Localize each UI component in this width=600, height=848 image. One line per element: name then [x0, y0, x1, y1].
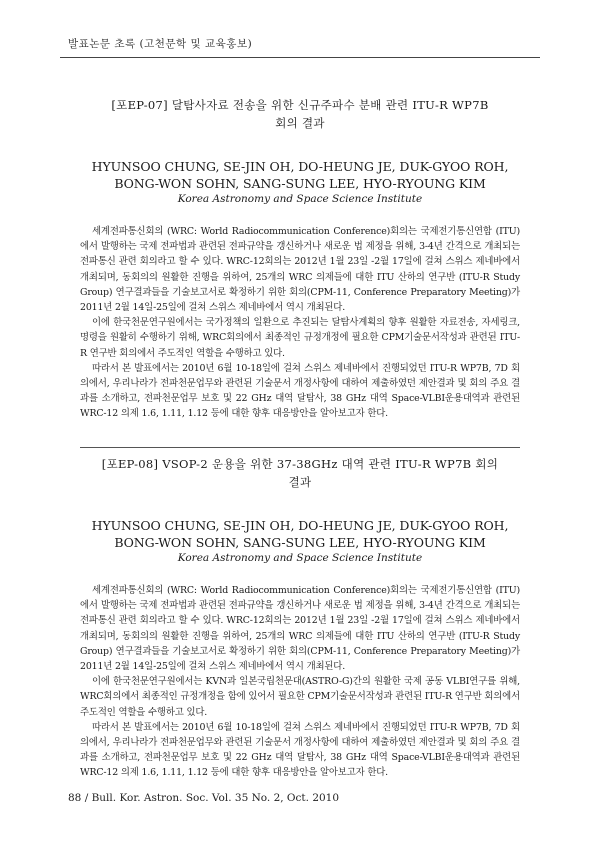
abstract-affiliation: Korea Astronomy and Space Science Institute — [177, 552, 423, 564]
abstract-title-line2: 결과 — [288, 475, 312, 489]
abstract-title — [80, 96, 520, 132]
abstract-authors — [80, 158, 520, 192]
page-footer: 88 / Bull. Kor. Astron. Soc. Vol. 35 No. 2, Oct. 2010 — [68, 792, 340, 804]
authors-line2: BONG-WON SOHN, SANG-SUNG LEE, HYO-RYOUNG KIM — [114, 535, 486, 550]
abstract-separator — [80, 447, 520, 448]
abstract-ep08 — [80, 455, 520, 781]
abstract-paragraph: 세계전파통신회의 (WRC: World Radiocommunication Conference)회의는 국제전기통신연합 (ITU)에서 발행하는 국제 전파법과 관련된 전파규약을 갱신하거나 새로운 법 제정을 위해, 3-4년 간격으로 개최되는 전파통신 관련 회의라고 할 수 있다. WRC-12회의는 2012년 1월 23일 -2월 17일에 걸쳐 스위스 제네바에서 개최되며, 동회의의 원활한 진행을 위하여, 25개의 WRC 의제들에 대한 ITU 산하의 연구반 (ITU-R Study Group) 연구결과들을 기술보고서로 확정하기 위한 회의(CPM-11, Conference Preparatory Meeting)가 2011년 2월 14일-25일에 걸쳐 스위스 제네바에서 역시 개최된다. — [80, 585, 520, 673]
abstract-body — [80, 583, 520, 781]
authors-line1: HYUNSOO CHUNG, SE-JIN OH, DO-HEUNG JE, DUK-GYOO ROH, — [91, 518, 509, 533]
authors-line2: BONG-WON SOHN, SANG-SUNG LEE, HYO-RYOUNG KIM — [114, 176, 486, 191]
abstract-paragraph: 따라서 본 발표에서는 2010년 6월 10-18일에 걸쳐 스위스 제네바에서 진행되었던 ITU-R WP7B, 7D 회의에서, 우리나라가 전파천문업무와 관련된 기술문서 개정사항에 대하여 제출하였던 제안결과 및 회의 주요 결과를 소개하고, 전파천문업무 보호 및 22 GHz 대역 달탐사, 38 GHz 대역 Space-VLBI운용대역과 관련된 WRC-12 의제 1.6, 1.11, 1.12 등에 대한 향후 대응방안을 알아보고자 한다. — [80, 721, 520, 779]
running-header: 발표논문 초록 (고천문학 및 교육홍보) — [68, 38, 253, 50]
abstract-paragraph: 따라서 본 발표에서는 2010년 6월 10-18일에 걸쳐 스위스 제네바에서 진행되었던 ITU-R WP7B, 7D 회의에서, 우리나라가 전파천문업무와 관련된 기술문서 개정사항에 대하여 제출하였던 제안결과 및 회의 주요 결과를 소개하고, 전파천문업무 보호 및 22 GHz 대역 달탐사, 38 GHz 대역 Space-VLBI운용대역과 관련된 WRC-12 의제 1.6, 1.11, 1.12 등에 대한 향후 대응방안을 알아보고자 한다. — [80, 362, 520, 420]
abstract-affiliation: Korea Astronomy and Space Science Institute — [177, 193, 423, 205]
abstract-title-line2: 회의 결과 — [275, 116, 325, 130]
abstract-paragraph: 이에 한국천문연구원에서는 국가정책의 일환으로 추진되는 달탐사계획의 향후 원활한 자료전송, 자세링크, 명령을 원활히 수행하기 위해, WRC회의에서 최종적인 규정개정에 필요한 CPM기술문서작성과 관련된 ITU-R 연구반 회의에서 주도적인 역할을 수행하고 있다. — [80, 317, 520, 359]
abstract-paragraph: 세계전파통신회의 (WRC: World Radiocommunication Conference)회의는 국제전기통신연합 (ITU)에서 발행하는 국제 전파법과 관련된 전파규약을 갱신하거나 새로운 법 제정을 위해, 3-4년 간격으로 개최되는 전파통신 관련 회의라고 할 수 있다. WRC-12회의는 2012년 1월 23일 -2월 17일에 걸쳐 스위스 제네바에서 개최되며, 동회의의 원활한 진행을 위하여, 25개의 WRC 의제들에 대한 ITU 산하의 연구반 (ITU-R Study Group) 연구결과들을 기술보고서로 확정하기 위한 회의(CPM-11, Conference Preparatory Meeting)가 2011년 2월 14일-25일에 걸쳐 스위스 제네바에서 역시 개최된다. — [80, 226, 520, 314]
abstract-body — [80, 224, 520, 422]
abstract-title — [80, 455, 520, 491]
header-rule — [60, 57, 540, 58]
abstract-ep07 — [80, 96, 520, 422]
abstract-paragraph: 이에 한국천문연구원에서는 KVN과 일본국립천문대(ASTRO-G)간의 원활한 국제 공동 VLBI연구를 위해, WRC회의에서 최종적인 규정개정을 함에 있어서 필요한 CPM기술문서작성과 관련된 ITU-R 연구반 회의에서 주도적인 역할을 수행하고 있다. — [80, 676, 520, 718]
authors-line1: HYUNSOO CHUNG, SE-JIN OH, DO-HEUNG JE, DUK-GYOO ROH, — [91, 159, 509, 174]
abstract-authors — [80, 517, 520, 551]
abstract-title-line1: [포EP-07] 달탐사자료 전송을 위한 신규주파수 분배 관련 ITU-R WP7B — [111, 98, 489, 112]
abstract-title-line1: [포EP-08] VSOP-2 운용을 위한 37-38GHz 대역 관련 ITU-R WP7B 회의 — [101, 457, 499, 471]
